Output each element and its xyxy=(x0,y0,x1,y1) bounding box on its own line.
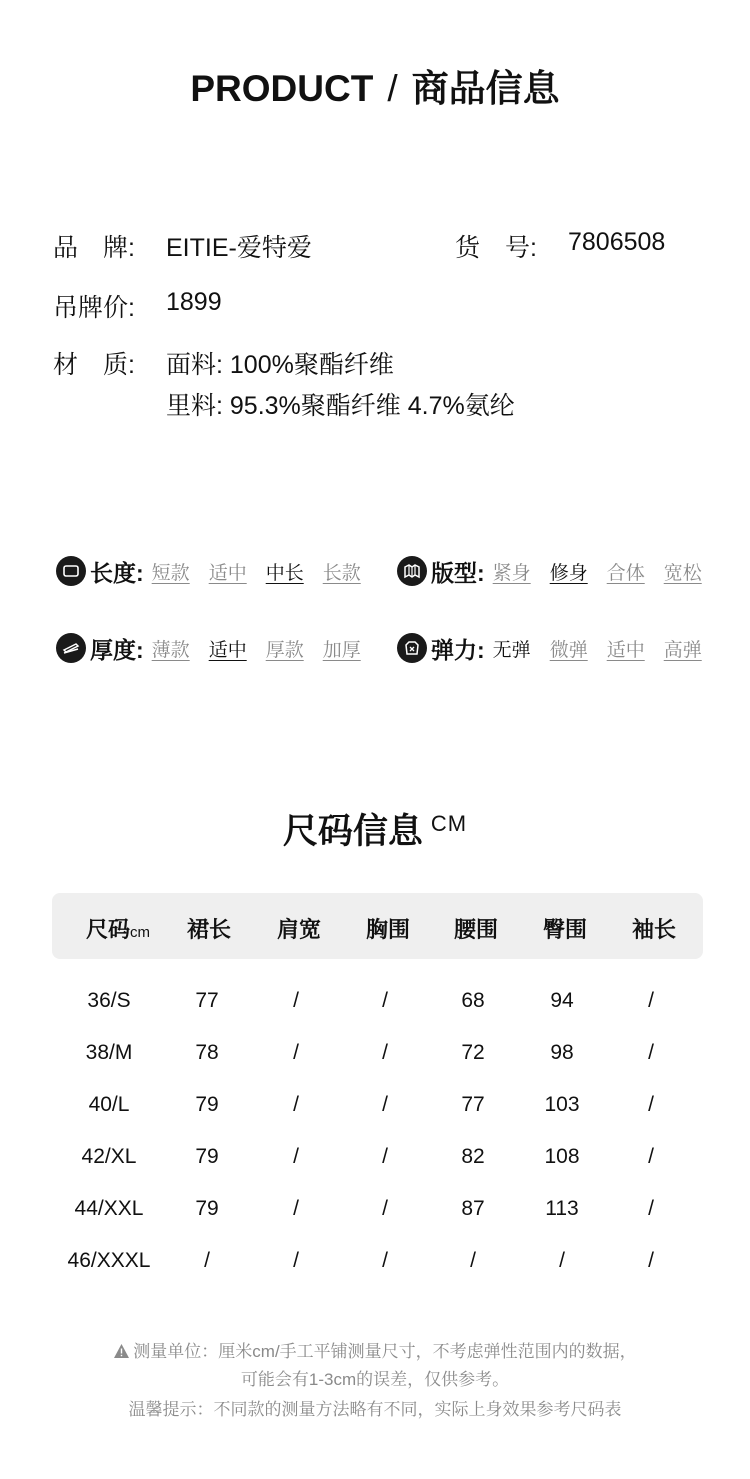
title-en: PRODUCT xyxy=(190,68,374,109)
attr-name: 长度: xyxy=(90,559,144,586)
thickness-icon xyxy=(56,633,86,663)
material-lining: 里料: 95.3%聚酯纤维 4.7%氨纶 xyxy=(166,392,515,420)
table-cell: 113 xyxy=(545,1197,579,1220)
table-row xyxy=(0,1145,750,1175)
note-text-1: 测量单位：厘米cm/手工平铺测量尺寸，不考虑弹性范围内的数据， xyxy=(133,1342,637,1361)
price-row xyxy=(53,288,393,320)
table-cell: / xyxy=(648,989,654,1012)
table-cell: 103 xyxy=(544,1093,580,1116)
price-label: 吊牌价: xyxy=(53,294,135,322)
table-cell: 68 xyxy=(461,989,485,1012)
brand-row xyxy=(53,228,393,260)
table-cell: 77 xyxy=(195,989,219,1012)
table-cell: / xyxy=(204,1249,210,1272)
col-header-hip: 臀围 xyxy=(542,917,587,942)
table-cell: / xyxy=(382,989,388,1012)
table-cell: / xyxy=(293,1249,299,1272)
attr-option: 加厚 xyxy=(322,639,361,661)
table-cell: / xyxy=(293,1093,299,1116)
table-cell: 87 xyxy=(461,1197,485,1220)
attr-option: 适中 xyxy=(606,639,645,661)
table-cell: 98 xyxy=(550,1041,574,1064)
table-row xyxy=(0,1249,750,1279)
table-cell: 36/S xyxy=(87,989,131,1012)
attr-option: 合体 xyxy=(606,562,645,584)
table-row xyxy=(0,989,750,1019)
table-cell: / xyxy=(293,1197,299,1220)
attr-option: 微弹 xyxy=(549,639,588,661)
attr-elasticity xyxy=(397,630,702,666)
table-cell: 94 xyxy=(550,989,574,1012)
table-cell: / xyxy=(382,1145,388,1168)
table-cell: / xyxy=(382,1249,388,1272)
col-header-chest: 胸围 xyxy=(365,917,410,942)
attr-option: 薄款 xyxy=(151,639,190,661)
table-row xyxy=(0,1197,750,1227)
sku-row xyxy=(455,228,715,260)
table-cell: / xyxy=(382,1041,388,1064)
col-header-size: 尺码cm xyxy=(85,917,150,942)
table-cell: 82 xyxy=(461,1145,485,1168)
price-value: 1899 xyxy=(166,288,222,316)
sku-value: 7806508 xyxy=(568,228,666,256)
attr-name: 厚度: xyxy=(90,636,144,663)
attr-name: 版型: xyxy=(431,559,485,586)
table-cell: / xyxy=(470,1249,476,1272)
attr-option-selected: 适中 xyxy=(208,639,247,661)
material-outer: 面料: 100%聚酯纤维 xyxy=(166,351,394,379)
table-cell: / xyxy=(559,1249,565,1272)
attr-length xyxy=(56,553,361,589)
size-table-header xyxy=(52,893,703,959)
note-line-2: 可能会有1-3cm的误差，仅供参考。 xyxy=(240,1370,510,1389)
col-header-waist: 腰围 xyxy=(453,917,498,942)
table-cell: / xyxy=(648,1145,654,1168)
attr-option-selected: 无弹 xyxy=(492,639,531,661)
table-cell: 46/XXXL xyxy=(67,1249,151,1272)
table-cell: 79 xyxy=(195,1145,219,1168)
table-cell: 72 xyxy=(461,1041,485,1064)
attr-option-selected: 中长 xyxy=(265,562,304,584)
attr-option: 厚款 xyxy=(265,639,304,661)
note-line-1 xyxy=(0,1337,750,1364)
note-line-3: 温馨提示：不同款的测量方法略有不同，实际上身效果参考尺码表 xyxy=(128,1400,622,1419)
material-label: 材 质: xyxy=(53,351,135,379)
attr-option: 高弹 xyxy=(663,639,702,661)
fit-icon xyxy=(397,556,427,586)
table-cell: / xyxy=(648,1041,654,1064)
table-cell: 79 xyxy=(195,1197,219,1220)
table-row xyxy=(0,1041,750,1071)
table-cell: / xyxy=(382,1093,388,1116)
title-cn: 商品信息 xyxy=(411,68,560,109)
attr-option: 紧身 xyxy=(492,562,531,584)
table-cell: / xyxy=(293,1145,299,1168)
table-cell: 79 xyxy=(195,1093,219,1116)
table-cell: 42/XL xyxy=(81,1145,137,1168)
table-cell: 78 xyxy=(195,1041,219,1064)
table-cell: 108 xyxy=(544,1145,580,1168)
col-header-shoulder: 肩宽 xyxy=(276,917,321,942)
table-cell: / xyxy=(382,1197,388,1220)
table-row xyxy=(0,1093,750,1123)
size-title-unit: CM xyxy=(430,811,468,836)
title-separator: / xyxy=(387,68,398,109)
attr-fit xyxy=(397,553,702,589)
table-cell: 38/M xyxy=(85,1041,133,1064)
brand-value: EITIE-爱特爱 xyxy=(166,234,312,262)
table-cell: 40/L xyxy=(88,1093,130,1116)
attr-name: 弹力: xyxy=(431,636,485,663)
col-header-length: 裙长 xyxy=(186,917,231,942)
attr-option: 适中 xyxy=(208,562,247,584)
attr-option: 长款 xyxy=(322,562,361,584)
attr-option: 短款 xyxy=(151,562,190,584)
table-cell: / xyxy=(293,989,299,1012)
sku-label: 货 号: xyxy=(455,234,537,262)
table-cell: / xyxy=(293,1041,299,1064)
warning-icon xyxy=(113,1343,130,1364)
col-header-unit: cm xyxy=(130,924,150,941)
page-title xyxy=(0,58,750,112)
attr-option: 宽松 xyxy=(663,562,702,584)
material-row xyxy=(53,345,613,425)
table-cell: / xyxy=(648,1093,654,1116)
table-cell: 77 xyxy=(461,1093,485,1116)
size-section-title xyxy=(0,804,750,854)
brand-label: 品 牌: xyxy=(53,234,135,262)
attr-option-selected: 修身 xyxy=(549,562,588,584)
col-header-sleeve: 袖长 xyxy=(631,917,676,942)
attr-thickness xyxy=(56,630,361,666)
table-cell: / xyxy=(648,1197,654,1220)
table-cell: 44/XXL xyxy=(74,1197,144,1220)
length-icon xyxy=(56,556,86,586)
table-cell: / xyxy=(648,1249,654,1272)
size-title-text: 尺码信息 xyxy=(282,812,423,851)
elasticity-icon xyxy=(397,633,427,663)
